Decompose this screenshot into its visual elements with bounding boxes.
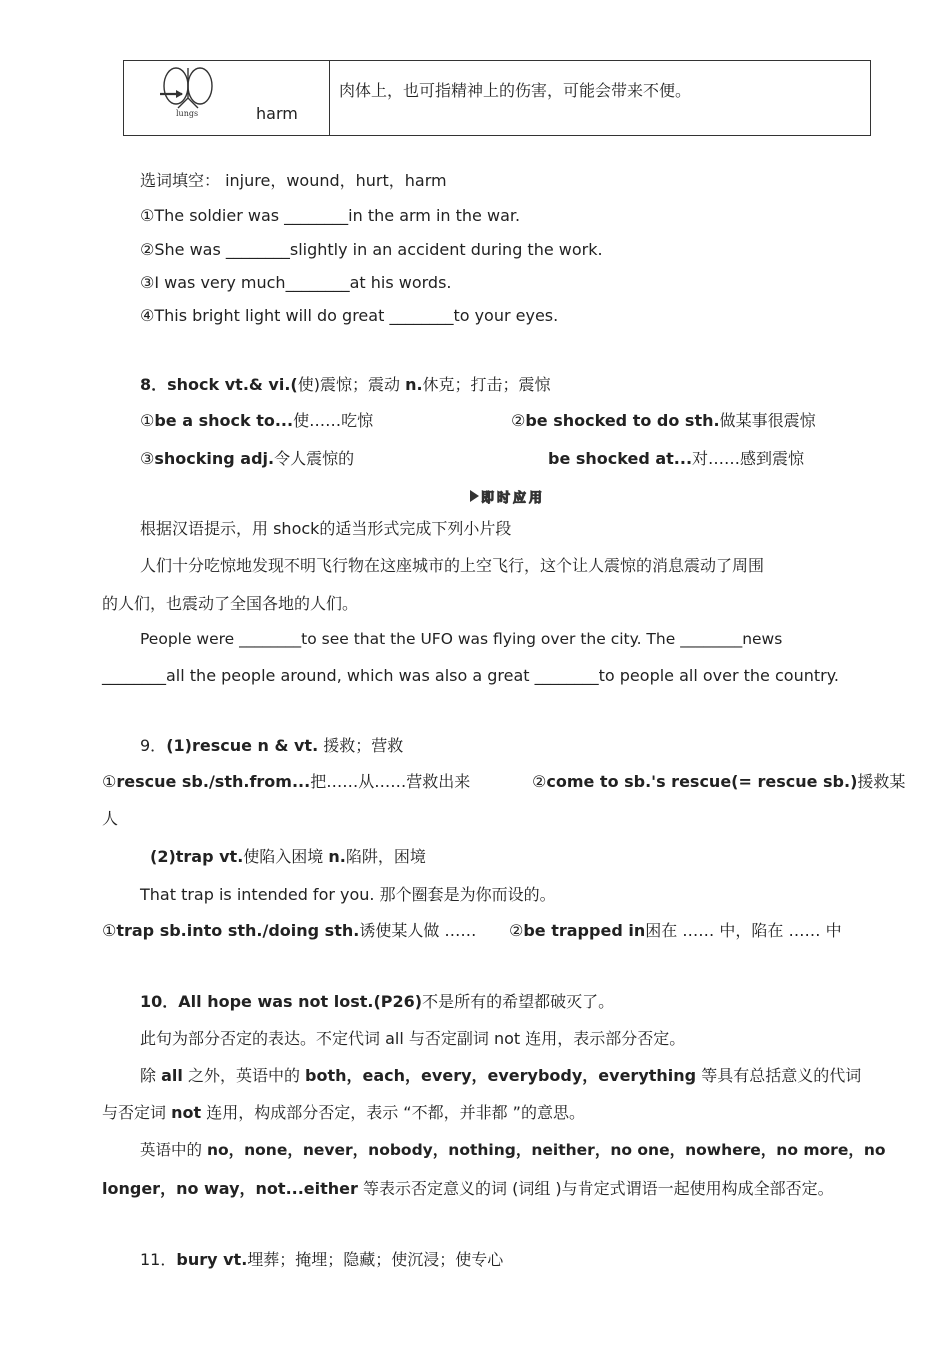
exercise-q1: ①The soldier was ________in the arm in the war. bbox=[140, 206, 521, 225]
item9-heading-cn: 援救；营救 bbox=[318, 736, 404, 755]
item9-trap-bold2: n. bbox=[328, 847, 346, 866]
item9-trap-bold: (2)trap vt. bbox=[150, 847, 244, 866]
item9-t1-cn: 诱使某人做 …… bbox=[359, 921, 477, 940]
item9-t1-num: ① bbox=[102, 921, 117, 940]
item10-l5-b: 等表示否定意义的词 (词组 )与肯定式谓语一起使用构成全部否定。 bbox=[357, 1179, 834, 1198]
item9-trap2 bbox=[509, 923, 842, 939]
item9-r1-num: ① bbox=[102, 772, 117, 791]
item8-p1-num: ① bbox=[140, 411, 155, 430]
item10-l2-d: both，each，every，everybody，everything bbox=[305, 1066, 697, 1085]
item8-p3-cn: 令人震惊的 bbox=[274, 449, 355, 468]
item9-t1-bold: trap sb.into sth./doing sth. bbox=[116, 921, 360, 940]
item8-p3-bold: shocking adj. bbox=[154, 449, 275, 468]
item10-l2-a: 除 bbox=[140, 1066, 162, 1085]
item10-l2-e: 等具有总括意义的代词 bbox=[696, 1066, 862, 1085]
item8-p1-cn: 使……吃惊 bbox=[293, 411, 374, 430]
item10-l4-a: 英语中的 bbox=[140, 1141, 207, 1159]
item9-t2-num: ② bbox=[509, 921, 524, 940]
item9-r2-cn: 援救某 bbox=[857, 772, 906, 791]
item8-p3-num: ③ bbox=[140, 449, 155, 468]
figure-label: lungs bbox=[176, 109, 199, 118]
item10-line2 bbox=[140, 1068, 861, 1084]
item10-l2-b: all bbox=[161, 1066, 183, 1085]
item11-heading bbox=[140, 1252, 503, 1268]
item8-instruction: 根据汉语提示，用 shock的适当形式完成下列小片段 bbox=[140, 519, 512, 538]
exercise-prompt: 选词填空： injure，wound，hurt，harm bbox=[140, 171, 447, 190]
item9-trap-heading bbox=[150, 849, 426, 865]
item10-line5 bbox=[102, 1181, 834, 1197]
item8-p2-cn: 做某事很震惊 bbox=[719, 411, 816, 430]
item9-trap-cn2: 陷阱，困境 bbox=[345, 847, 426, 866]
item10-l5-a: longer，no way，not...either bbox=[102, 1179, 358, 1198]
item10-l3-c: 连用，构成部分否定，表示 “不都，并非都 ”的意思。 bbox=[201, 1103, 585, 1122]
item9-r1-cn: 把……从……营救出来 bbox=[310, 772, 471, 791]
exercise-q4: ④This bright light will do great ________to your eyes. bbox=[140, 306, 559, 325]
item9-r2-num: ② bbox=[532, 772, 547, 791]
item8-heading-bold-a: 8．shock vt.& vi.( bbox=[140, 375, 298, 394]
item8-p1-bold: be a shock to... bbox=[154, 411, 294, 430]
item9-heading-num: 9． bbox=[140, 736, 167, 755]
item10-heading bbox=[140, 994, 614, 1010]
item9-t2-bold: be trapped in bbox=[523, 921, 646, 940]
item8-cn-line1: 人们十分吃惊地发现不明飞行物在这座城市的上空飞行，这个让人震惊的消息震动了周围 bbox=[140, 556, 765, 575]
item8-phrase2 bbox=[511, 413, 816, 429]
item8-phrase3 bbox=[140, 451, 354, 467]
exercise-q3: ③I was very much________at his words. bbox=[140, 273, 452, 292]
item8-heading-normal-b: 休克；打击；震惊 bbox=[422, 375, 551, 394]
banner-label: 即时应用 bbox=[481, 490, 546, 506]
item8-heading-normal-a: 使)震惊；震动 bbox=[297, 375, 400, 394]
item11-heading-cn: 埋葬；掩埋；隐藏；使沉浸；使专心 bbox=[247, 1250, 504, 1269]
item10-line4 bbox=[140, 1143, 886, 1159]
item10-heading-cn: 不是所有的希望都破灭了。 bbox=[422, 992, 615, 1011]
item10-l3-a: 与否定词 bbox=[102, 1103, 172, 1122]
item11-heading-num: 11． bbox=[140, 1250, 177, 1269]
item8-p4-bold: be shocked at... bbox=[548, 449, 693, 468]
item9-rescue1 bbox=[102, 774, 470, 790]
item9-r1-bold: rescue sb./sth.from... bbox=[116, 772, 311, 791]
item9-r2-bold: come to sb.'s rescue(= rescue sb.) bbox=[546, 772, 858, 791]
item8-en-line2: ________all the people around, which was also a great ________to people all over the country. bbox=[102, 666, 839, 685]
item10-l3-b: not bbox=[171, 1103, 202, 1122]
item8-p4-cn: 对……感到震惊 bbox=[692, 449, 805, 468]
play-triangle-icon bbox=[470, 490, 479, 502]
lungs-figure bbox=[156, 64, 220, 118]
item8-en-line1: People were ________to see that the UFO was flying over the city. The ________news bbox=[140, 630, 783, 648]
item10-line1: 此句为部分否定的表达。不定代词 all 与否定副词 not 连用，表示部分否定。 bbox=[140, 1029, 686, 1048]
item9-trap1 bbox=[102, 923, 476, 939]
item8-heading bbox=[140, 377, 551, 393]
table-definition: 肉体上，也可指精神上的伤害，可能会带来不便。 bbox=[339, 81, 692, 100]
item8-phrase1 bbox=[140, 413, 373, 429]
instant-apply-banner bbox=[470, 488, 545, 504]
item8-p2-num: ② bbox=[511, 411, 526, 430]
item10-l4-b: no，none，never，nobody，nothing，neither，no one，nowhere，no more，no bbox=[206, 1141, 886, 1159]
item11-heading-bold: bury vt. bbox=[176, 1250, 248, 1269]
item9-t2-cn: 困在 …… 中，陷在 …… 中 bbox=[645, 921, 842, 940]
item8-p2-bold: be shocked to do sth. bbox=[525, 411, 720, 430]
exercise-q2: ②She was ________slightly in an accident during the work. bbox=[140, 240, 603, 259]
item10-l2-c: 之外，英语中的 bbox=[182, 1066, 306, 1085]
table-word: harm bbox=[256, 104, 298, 123]
table-divider bbox=[329, 61, 330, 135]
item9-rescue2 bbox=[532, 774, 905, 790]
item10-line3 bbox=[102, 1105, 585, 1121]
item9-trap-cn1: 使陷入困境 bbox=[243, 847, 324, 866]
item9-heading bbox=[140, 738, 403, 754]
item9-example: That trap is intended for you. 那个圈套是为你而设的。 bbox=[140, 885, 556, 904]
item9-rescue2-cont: 人 bbox=[102, 809, 119, 828]
item8-heading-bold-b: n. bbox=[405, 375, 423, 394]
item9-heading-bold: (1)rescue n & vt. bbox=[166, 736, 319, 755]
item10-heading-bold: 10．All hope was not lost.(P26) bbox=[140, 992, 423, 1011]
item8-phrase4 bbox=[548, 451, 804, 467]
item8-cn-line2: 的人们，也震动了全国各地的人们。 bbox=[102, 594, 359, 613]
